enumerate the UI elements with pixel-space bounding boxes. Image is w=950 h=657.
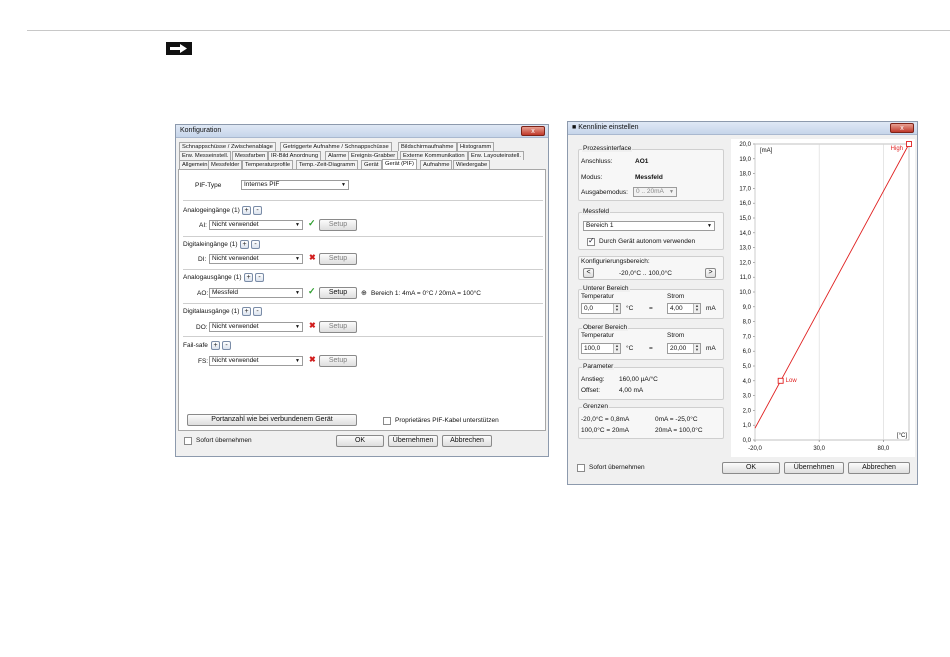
ai-setup-button[interactable]: Setup xyxy=(319,219,357,231)
pif-type-label: PIF-Type xyxy=(195,182,222,189)
sofort-checkbox[interactable] xyxy=(184,437,192,445)
proprietaer-label: Proprietäres PIF-Kabel unterstützen xyxy=(395,417,499,424)
tab-wiedergabe[interactable]: Wiedergabe xyxy=(453,160,490,169)
do-value: Nicht verwendet xyxy=(212,323,259,330)
do-remove-button[interactable]: - xyxy=(253,307,262,316)
tab-temperaturprofile[interactable]: Temperaturprofile xyxy=(242,160,293,169)
cross-icon: ✖ xyxy=(309,321,316,330)
ai-select[interactable] xyxy=(209,220,303,230)
x-tick-label: 30,0 xyxy=(813,446,826,452)
oberer-strom-input[interactable] xyxy=(667,343,701,354)
do-add-button[interactable]: + xyxy=(242,307,251,316)
y-tick-label: 17,0 xyxy=(739,186,751,193)
strom-label: Strom xyxy=(667,293,685,300)
y-tick-label: 12,0 xyxy=(739,260,751,267)
fs-value: Nicht verwendet xyxy=(212,357,259,364)
check-icon: ✓ xyxy=(308,218,316,228)
tab-aufnahme[interactable]: Aufnahme xyxy=(420,160,452,169)
uebernehmen-button[interactable]: Übernehmen xyxy=(388,435,438,447)
y-tick-label: 18,0 xyxy=(739,171,751,178)
tab-temp-zeit-diagramm[interactable]: Temp.-Zeit-Diagramm xyxy=(296,160,358,169)
messfeld-group xyxy=(578,208,724,250)
tab-externe-kommunikation[interactable]: Externe Kommunikation xyxy=(400,151,468,160)
divider xyxy=(183,336,543,337)
y-tick-label: 4,0 xyxy=(742,378,751,385)
spin-arrows-icon[interactable]: ▲ ▼ xyxy=(693,304,700,313)
tab-alarme[interactable]: Alarme xyxy=(325,151,349,160)
tab-erw-messeinstell[interactable]: Erw. Messeinstell. xyxy=(179,151,231,160)
fs-remove-button[interactable]: - xyxy=(222,341,231,350)
grenzen-item: -20,0°C = 0,8mA xyxy=(581,416,630,423)
autonom-label: Durch Gerät autonom verwenden xyxy=(599,238,696,245)
x-axis-label: [°C] xyxy=(896,433,907,439)
ao-add-button[interactable]: + xyxy=(244,273,253,282)
di-select[interactable] xyxy=(209,254,303,264)
ok-button[interactable]: OK xyxy=(722,462,780,474)
unterer-temp-input[interactable] xyxy=(581,303,621,314)
app-icon: ■ xyxy=(572,124,577,131)
tab-ir-bild-anordnung[interactable]: IR-Bild Anordnung xyxy=(268,151,321,160)
group-title: Oberer Bereich xyxy=(583,324,628,331)
tab-geraet-pif[interactable]: Gerät (PIF) xyxy=(382,159,417,169)
divider xyxy=(183,200,543,201)
sofort-checkbox[interactable] xyxy=(577,464,585,472)
pif-panel xyxy=(178,169,546,431)
anstieg-value: 160,00 µA/°C xyxy=(619,376,658,383)
offset-value: 4,00 mA xyxy=(619,387,644,394)
point-label-high: High xyxy=(890,146,903,152)
unterer-bereich-group xyxy=(578,285,724,319)
unit-ma: mA xyxy=(706,345,716,352)
konfigurierungsbereich-label: Konfigurierungsbereich: xyxy=(581,258,650,265)
tab-messfelder[interactable]: Messfelder xyxy=(208,160,242,169)
close-button[interactable]: x xyxy=(521,126,545,136)
y-tick-label: 5,0 xyxy=(742,364,751,370)
messfeld-select[interactable] xyxy=(583,221,715,231)
window-title: Konfiguration xyxy=(180,127,222,134)
point-low xyxy=(778,378,783,383)
tab-messfarben[interactable]: Messfarben xyxy=(232,151,268,160)
anschluss-value: AO1 xyxy=(635,158,649,165)
tab-erw-layouteinstell[interactable]: Erw. Layouteinstell. xyxy=(468,151,524,160)
spin-arrows-icon[interactable]: ▲ ▼ xyxy=(613,304,620,313)
ao-value: Messfeld xyxy=(212,289,239,296)
digitalausgaenge-header: Digitalausgänge (1) xyxy=(183,308,240,315)
fs-select[interactable] xyxy=(209,356,303,366)
spin-arrows-icon[interactable]: ▲ ▼ xyxy=(613,344,620,353)
konfig-range-text: -20,0°C .. 100,0°C xyxy=(619,270,672,277)
do-setup-button[interactable]: Setup xyxy=(319,321,357,333)
chevron-down-icon: ▼ xyxy=(295,324,300,330)
abbrechen-button[interactable]: Abbrechen xyxy=(848,462,910,474)
tab-allgemein[interactable]: Allgemein xyxy=(179,160,210,169)
unit-celsius: °C xyxy=(626,305,634,312)
konfiguration-titlebar xyxy=(176,125,548,138)
anstieg-label: Anstieg: xyxy=(581,376,605,383)
x-tick-label: -20,0 xyxy=(748,446,762,452)
do-select[interactable] xyxy=(209,322,303,332)
portanzahl-button[interactable]: Portanzahl wie bei verbundenem Gerät xyxy=(187,414,357,426)
do-label: DO: xyxy=(196,324,208,331)
chevron-down-icon: ▼ xyxy=(707,223,712,229)
analogeingaenge-header: Analogeingänge (1) xyxy=(183,207,240,214)
equals-sign: = xyxy=(649,345,653,352)
close-button[interactable]: x xyxy=(890,123,914,133)
ai-remove-button[interactable]: - xyxy=(253,206,262,215)
check-icon: ✓ xyxy=(308,286,316,296)
ao-setup-button[interactable]: Setup xyxy=(319,287,357,299)
top-divider xyxy=(27,30,950,31)
oberer-temp-input[interactable] xyxy=(581,343,621,354)
ok-button[interactable]: OK xyxy=(336,435,384,447)
di-setup-button[interactable]: Setup xyxy=(319,253,357,265)
group-title: Parameter xyxy=(583,363,614,370)
messfeld-value: Bereich 1 xyxy=(586,222,614,229)
unterer-temp-value: 0,0 xyxy=(584,305,594,312)
grenzen-item: 20mA = 100,0°C xyxy=(655,427,703,434)
y-tick-label: 13,0 xyxy=(739,245,751,252)
ai-value: Nicht verwendet xyxy=(212,221,259,228)
tab-ereignis-grabber[interactable]: Ereignis-Grabber xyxy=(348,151,398,160)
failsafe-header: Fail-safe xyxy=(183,342,208,349)
unterer-strom-value: 4,00 xyxy=(670,305,683,312)
oberer-bereich-group xyxy=(578,324,724,360)
temperatur-label: Temperatur xyxy=(581,332,614,339)
grenzen-group xyxy=(578,403,724,439)
analogausgaenge-header: Analogausgänge (1) xyxy=(183,274,242,281)
prev-range-button[interactable]: < xyxy=(583,268,594,278)
tab-histogramm[interactable]: Histogramm xyxy=(457,142,494,151)
parameter-group xyxy=(578,363,724,400)
tab-geraet[interactable]: Gerät xyxy=(361,160,382,169)
fs-setup-button[interactable]: Setup xyxy=(319,355,357,367)
ausgabemodus-value: 0 .. 20mA xyxy=(636,188,664,195)
ao-remove-button[interactable]: - xyxy=(255,273,264,282)
cross-icon: ✖ xyxy=(309,253,316,262)
y-tick-label: 10,0 xyxy=(739,290,751,296)
plot-area xyxy=(755,144,909,440)
y-axis-label: [mA] xyxy=(760,148,773,154)
group-title: Unterer Bereich xyxy=(583,285,629,292)
abbrechen-button[interactable]: Abbrechen xyxy=(442,435,492,447)
spin-arrows-icon[interactable]: ▲ ▼ xyxy=(693,344,700,353)
point-high xyxy=(907,142,912,147)
group-title: Prozessinterface xyxy=(583,145,632,152)
pif-type-value: Internes PIF xyxy=(244,181,280,188)
pif-type-select[interactable] xyxy=(241,180,349,190)
konfiguration-window xyxy=(175,124,549,457)
chevron-down-icon: ▼ xyxy=(295,256,300,262)
chevron-down-icon: ▼ xyxy=(295,222,300,228)
proprietaer-checkbox[interactable] xyxy=(383,417,391,425)
tab-schnappschuesse[interactable]: Schnappschüsse / Zwischenablage xyxy=(179,142,276,151)
next-range-button[interactable]: > xyxy=(705,268,716,278)
y-tick-label: 9,0 xyxy=(742,304,751,311)
divider xyxy=(183,269,543,270)
divider xyxy=(183,236,543,237)
di-remove-button[interactable]: - xyxy=(251,240,260,249)
autonom-checkbox[interactable] xyxy=(587,238,595,246)
uebernehmen-button[interactable]: Übernehmen xyxy=(784,462,844,474)
y-tick-label: 14,0 xyxy=(739,230,751,237)
unterer-strom-input[interactable] xyxy=(667,303,701,314)
di-add-button[interactable]: + xyxy=(240,240,249,249)
offset-label: Offset: xyxy=(581,387,601,394)
di-value: Nicht verwendet xyxy=(212,255,259,262)
chevron-down-icon: ▼ xyxy=(295,290,300,296)
y-tick-label: 19,0 xyxy=(739,156,751,163)
strom-label: Strom xyxy=(667,332,685,339)
di-label: DI: xyxy=(198,256,207,263)
unit-celsius: °C xyxy=(626,345,634,352)
chevron-down-icon: ▼ xyxy=(295,358,300,364)
arrow-right-icon xyxy=(166,42,192,55)
grenzen-item: 100,0°C = 20mA xyxy=(581,427,629,434)
link-icon: ⊕ xyxy=(361,290,367,297)
point-label-low: Low xyxy=(785,377,797,384)
sofort-label: Sofort übernehmen xyxy=(196,437,252,444)
tab-bildschirmaufnahme[interactable]: Bildschirmaufnahme xyxy=(398,142,457,151)
ausgabemodus-label: Ausgabemodus: xyxy=(581,189,628,196)
chart-svg xyxy=(731,139,915,457)
window-title-text: Kennlinie einstellen xyxy=(578,124,639,131)
y-tick-label: 8,0 xyxy=(742,319,751,326)
x-tick-label: 80,0 xyxy=(877,446,890,452)
sofort-label: Sofort übernehmen xyxy=(589,464,645,471)
ai-label: AI: xyxy=(199,222,207,229)
y-tick-label: 2,0 xyxy=(742,408,751,415)
y-tick-label: 7,0 xyxy=(742,334,751,341)
y-tick-label: 1,0 xyxy=(742,423,751,430)
modus-value: Messfeld xyxy=(635,174,663,181)
tab-getriggerte-aufnahme[interactable]: Getriggerte Aufnahme / Schnappschüsse xyxy=(280,142,392,151)
digitaleingaenge-header: Digitaleingänge (1) xyxy=(183,241,238,248)
y-tick-label: 3,0 xyxy=(742,393,751,400)
unit-ma: mA xyxy=(706,305,716,312)
ausgabemodus-select[interactable] xyxy=(633,187,677,197)
window-title xyxy=(572,124,639,131)
oberer-strom-value: 20,00 xyxy=(670,345,687,352)
ao-label: AO: xyxy=(197,290,209,297)
y-tick-label: 16,0 xyxy=(739,201,751,208)
grenzen-item: 0mA = -25,0°C xyxy=(655,416,698,423)
prozessinterface-group xyxy=(578,145,724,201)
y-tick-label: 20,0 xyxy=(739,142,751,148)
ao-select[interactable] xyxy=(209,288,303,298)
fs-label: FS: xyxy=(198,358,209,365)
group-title: Grenzen xyxy=(583,403,608,410)
y-tick-label: 15,0 xyxy=(739,216,751,222)
modus-label: Modus: xyxy=(581,174,603,181)
group-title: Messfeld xyxy=(583,208,610,215)
divider xyxy=(183,303,543,304)
ai-add-button[interactable]: + xyxy=(242,206,251,215)
kennlinie-titlebar xyxy=(568,122,917,135)
chevron-down-icon: ▼ xyxy=(341,182,346,188)
equals-sign: = xyxy=(649,305,653,312)
chevron-down-icon: ▼ xyxy=(669,189,674,195)
y-tick-label: 11,0 xyxy=(739,275,751,282)
oberer-temp-value: 100,0 xyxy=(584,345,601,352)
kennlinie-chart xyxy=(731,139,915,457)
y-tick-label: 6,0 xyxy=(742,349,751,356)
ao-range-text: Bereich 1: 4mA = 0°C / 20mA = 100°C xyxy=(371,290,481,297)
temperatur-label: Temperatur xyxy=(581,293,614,300)
konfigurierungsbereich-group xyxy=(578,256,724,280)
cross-icon: ✖ xyxy=(309,355,316,364)
anschluss-label: Anschluss: xyxy=(581,158,613,165)
y-tick-label: 0,0 xyxy=(742,438,751,444)
fs-add-button[interactable]: + xyxy=(211,341,220,350)
